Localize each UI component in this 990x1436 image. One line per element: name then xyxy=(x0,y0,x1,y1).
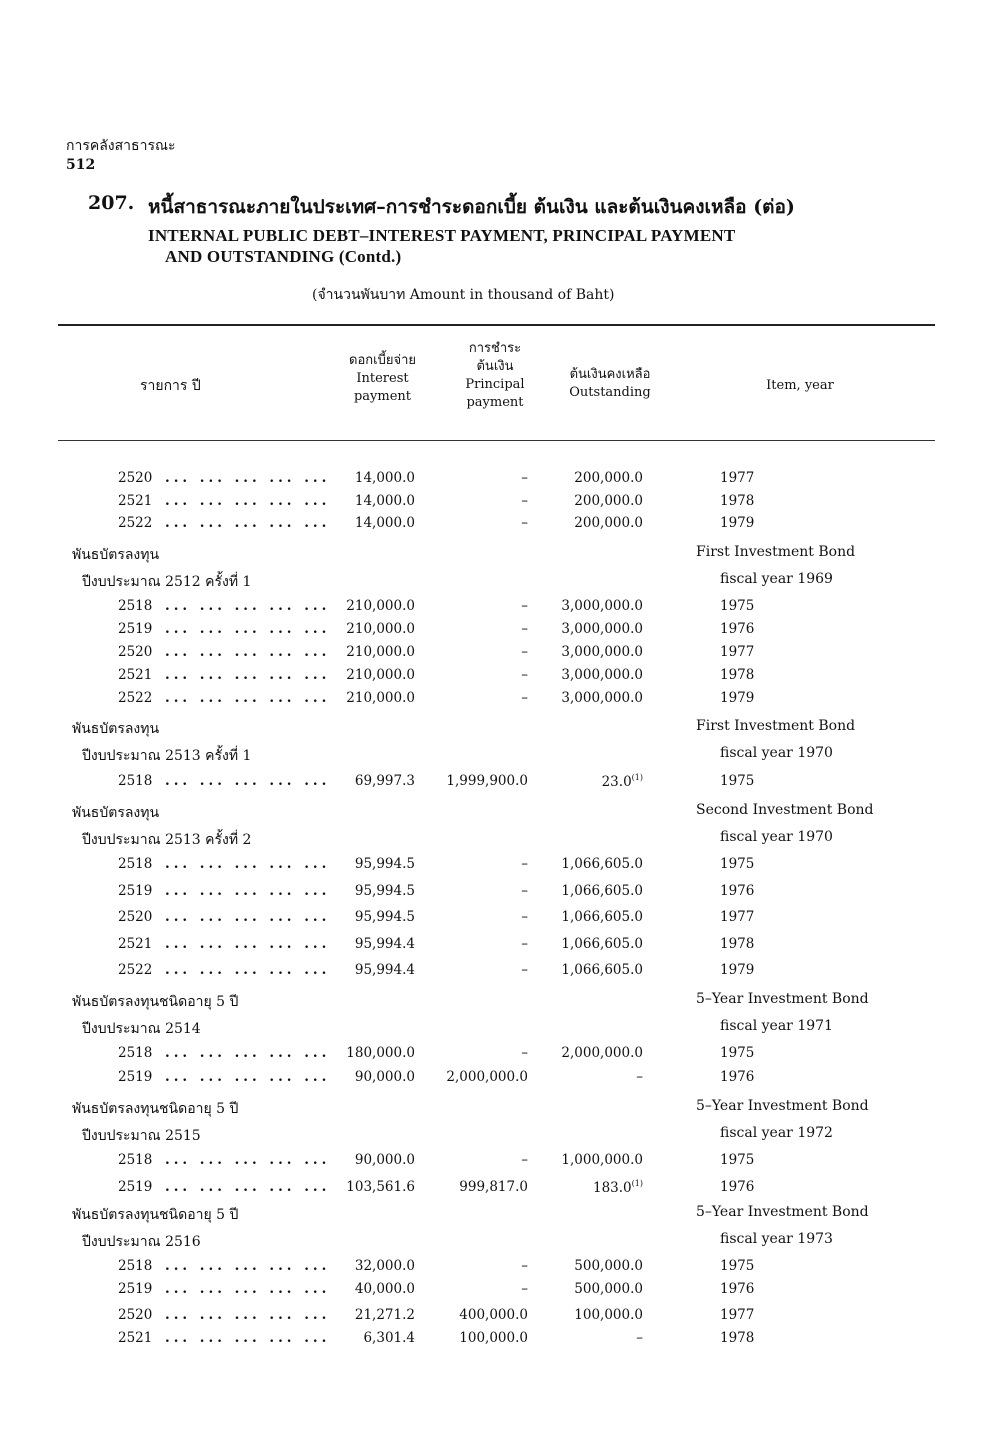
leader-dots: ... ... ... ... ... xyxy=(165,1258,331,1274)
principal-value: – xyxy=(521,493,528,509)
year-english: 1979 xyxy=(720,515,755,531)
section-title-thai: พันธบัตรลงทุนชนิดอายุ 5 ปี xyxy=(72,994,239,1010)
interest-value: 95,994.4 xyxy=(354,962,415,978)
interest-value: 90,000.0 xyxy=(354,1152,415,1168)
outstanding-number: 3,000,000.0 xyxy=(561,598,643,614)
principal-value: – xyxy=(521,1045,528,1061)
section-title-thai: พันธบัตรลงทุน xyxy=(72,547,160,563)
outstanding-number: 200,000.0 xyxy=(574,470,643,486)
year-english: 1976 xyxy=(720,1179,755,1195)
interest-value: 21,271.2 xyxy=(354,1307,415,1323)
outstanding-value xyxy=(574,515,643,531)
principal-value: – xyxy=(521,621,528,637)
year-thai: 2519 xyxy=(118,1179,153,1195)
interest-value: 95,994.4 xyxy=(354,936,415,952)
principal-value: – xyxy=(521,962,528,978)
principal-value: 999,817.0 xyxy=(459,1179,528,1195)
outstanding-number: 1,066,605.0 xyxy=(561,883,643,899)
interest-value: 210,000.0 xyxy=(346,598,415,614)
table-row xyxy=(0,1069,990,1091)
section-subtitle-thai: ปีงบประมาณ 2512 ครั้งที่ 1 xyxy=(82,574,252,590)
leader-dots: ... ... ... ... ... xyxy=(165,909,331,925)
year-english: 1977 xyxy=(720,470,755,486)
table-title-thai: หนี้สาธารณะภายในประเทศ–การชำระดอกเบี้ย ต้นเงิน และต้นเงินคงเหลือ (ต่อ) xyxy=(148,196,795,218)
section-title-english: First Investment Bond xyxy=(696,544,856,560)
interest-en-1: Interest xyxy=(356,371,409,386)
table-title-english-line2: AND OUTSTANDING (Contd.) xyxy=(165,247,402,266)
outstanding-number: 200,000.0 xyxy=(574,493,643,509)
principal-value: – xyxy=(521,470,528,486)
year-english: 1975 xyxy=(720,1045,755,1061)
outstanding-number: 3,000,000.0 xyxy=(561,644,643,660)
table-row xyxy=(0,1330,990,1352)
leader-dots: ... ... ... ... ... xyxy=(165,598,331,614)
section-subtitle-thai: ปีงบประมาณ 2513 ครั้งที่ 2 xyxy=(82,832,252,848)
year-thai: 2521 xyxy=(118,667,153,683)
interest-value: 40,000.0 xyxy=(354,1281,415,1297)
table-top-rule xyxy=(58,324,935,326)
table-row xyxy=(0,962,990,984)
section-subtitle-thai: ปีงบประมาณ 2513 ครั้งที่ 1 xyxy=(82,748,252,764)
interest-value: 95,994.5 xyxy=(354,909,415,925)
unit-note: (จำนวนพันบาท Amount in thousand of Baht) xyxy=(312,287,615,303)
year-thai: 2520 xyxy=(118,644,153,660)
section-title-thai: พันธบัตรลงทุน xyxy=(72,721,160,737)
outstanding-value xyxy=(574,1307,643,1323)
outstanding-value xyxy=(561,667,643,683)
principal-value: – xyxy=(521,883,528,899)
interest-value: 6,301.4 xyxy=(363,1330,415,1346)
principal-value: – xyxy=(521,644,528,660)
table-row xyxy=(0,856,990,878)
year-english: 1975 xyxy=(720,1258,755,1274)
year-thai: 2518 xyxy=(118,773,153,789)
year-thai: 2518 xyxy=(118,1258,153,1274)
year-english: 1977 xyxy=(720,1307,755,1323)
outstanding-en: Outstanding xyxy=(569,385,651,400)
outstanding-value xyxy=(574,1281,643,1297)
column-header-outstanding xyxy=(550,366,670,402)
year-thai: 2518 xyxy=(118,1045,153,1061)
outstanding-number: 1,000,000.0 xyxy=(561,1152,643,1168)
year-english: 1977 xyxy=(720,644,755,660)
outstanding-value xyxy=(602,773,643,790)
section-title-english: First Investment Bond xyxy=(696,718,856,734)
year-thai: 2518 xyxy=(118,1152,153,1168)
section-title-thai: พันธบัตรลงทุน xyxy=(72,805,160,821)
table-row xyxy=(0,1258,990,1280)
outstanding-number: 1,066,605.0 xyxy=(561,962,643,978)
outstanding-value xyxy=(561,856,643,872)
year-thai: 2521 xyxy=(118,1330,153,1346)
year-english: 1979 xyxy=(720,962,755,978)
leader-dots: ... ... ... ... ... xyxy=(165,856,331,872)
leader-dots: ... ... ... ... ... xyxy=(165,883,331,899)
table-header-rule xyxy=(58,440,935,441)
section-subtitle-english: fiscal year 1972 xyxy=(720,1125,833,1141)
outstanding-value xyxy=(561,962,643,978)
outstanding-number: 1,066,605.0 xyxy=(561,856,643,872)
leader-dots: ... ... ... ... ... xyxy=(165,621,331,637)
section-subtitle-english: fiscal year 1970 xyxy=(720,829,833,845)
outstanding-value xyxy=(561,883,643,899)
year-thai: 2519 xyxy=(118,883,153,899)
principal-value: – xyxy=(521,936,528,952)
year-english: 1975 xyxy=(720,598,755,614)
year-english: 1978 xyxy=(720,667,755,683)
year-thai: 2519 xyxy=(118,1069,153,1085)
section-subtitle-english: fiscal year 1969 xyxy=(720,571,833,587)
leader-dots: ... ... ... ... ... xyxy=(165,470,331,486)
interest-value: 69,997.3 xyxy=(354,773,415,789)
leader-dots: ... ... ... ... ... xyxy=(165,1069,331,1085)
interest-value: 32,000.0 xyxy=(354,1258,415,1274)
interest-value: 14,000.0 xyxy=(354,493,415,509)
column-header-interest xyxy=(330,352,435,406)
section-title-english: 5–Year Investment Bond xyxy=(696,1204,869,1220)
leader-dots: ... ... ... ... ... xyxy=(165,690,331,706)
interest-value: 210,000.0 xyxy=(346,690,415,706)
year-english: 1978 xyxy=(720,1330,755,1346)
interest-en-2: payment xyxy=(353,389,412,404)
interest-value: 210,000.0 xyxy=(346,644,415,660)
outstanding-number: 3,000,000.0 xyxy=(561,690,643,706)
section-subtitle-english: fiscal year 1970 xyxy=(720,745,833,761)
year-thai: 2521 xyxy=(118,936,153,952)
principal-value: – xyxy=(521,1152,528,1168)
table-row xyxy=(0,621,990,643)
table-row xyxy=(0,883,990,905)
year-english: 1977 xyxy=(720,909,755,925)
principal-value: – xyxy=(521,856,528,872)
year-english: 1976 xyxy=(720,621,755,637)
outstanding-value xyxy=(561,690,643,706)
year-english: 1978 xyxy=(720,493,755,509)
year-english: 1979 xyxy=(720,690,755,706)
section-subtitle-english: fiscal year 1973 xyxy=(720,1231,833,1247)
principal-value: 1,999,900.0 xyxy=(446,773,528,789)
principal-value: – xyxy=(521,1281,528,1297)
outstanding-number: – xyxy=(636,1069,643,1085)
leader-dots: ... ... ... ... ... xyxy=(165,1307,331,1323)
interest-value: 103,561.6 xyxy=(346,1179,415,1195)
year-english: 1976 xyxy=(720,883,755,899)
principal-value: 100,000.0 xyxy=(459,1330,528,1346)
year-thai: 2520 xyxy=(118,909,153,925)
table-row xyxy=(0,1152,990,1174)
outstanding-value xyxy=(561,621,643,637)
principal-value: – xyxy=(521,690,528,706)
year-english: 1978 xyxy=(720,936,755,952)
interest-value: 210,000.0 xyxy=(346,621,415,637)
principal-en-2: payment xyxy=(466,395,524,410)
table-row xyxy=(0,644,990,666)
principal-value: – xyxy=(521,515,528,531)
leader-dots: ... ... ... ... ... xyxy=(165,493,331,509)
interest-value: 180,000.0 xyxy=(346,1045,415,1061)
outstanding-value xyxy=(636,1330,643,1346)
year-thai: 2520 xyxy=(118,470,153,486)
leader-dots: ... ... ... ... ... xyxy=(165,773,331,789)
leader-dots: ... ... ... ... ... xyxy=(165,1179,331,1195)
leader-dots: ... ... ... ... ... xyxy=(165,1152,331,1168)
outstanding-value xyxy=(574,1258,643,1274)
interest-value: 90,000.0 xyxy=(354,1069,415,1085)
year-english: 1976 xyxy=(720,1069,755,1085)
interest-thai: ดอกเบี้ยจ่าย xyxy=(349,353,416,368)
outstanding-number: 2,000,000.0 xyxy=(561,1045,643,1061)
year-thai: 2522 xyxy=(118,515,153,531)
table-row xyxy=(0,515,990,537)
section-subtitle-thai: ปีงบประมาณ 2514 xyxy=(82,1021,201,1037)
table-row xyxy=(0,690,990,712)
outstanding-value xyxy=(574,470,643,486)
footnote-marker: (1) xyxy=(631,773,643,782)
outstanding-number: 200,000.0 xyxy=(574,515,643,531)
section-title-english: 5–Year Investment Bond xyxy=(696,991,869,1007)
year-thai: 2522 xyxy=(118,690,153,706)
outstanding-value xyxy=(561,1045,643,1061)
year-thai: 2518 xyxy=(118,598,153,614)
outstanding-value xyxy=(574,493,643,509)
principal-value: 2,000,000.0 xyxy=(446,1069,528,1085)
leader-dots: ... ... ... ... ... xyxy=(165,644,331,660)
outstanding-number: – xyxy=(636,1330,643,1346)
section-title-english: Second Investment Bond xyxy=(696,802,874,818)
table-row xyxy=(0,1179,990,1201)
table-row xyxy=(0,773,990,795)
table-number: 207. xyxy=(88,192,135,214)
principal-value: – xyxy=(521,909,528,925)
outstanding-number: 3,000,000.0 xyxy=(561,621,643,637)
footnote-marker: (1) xyxy=(631,1179,643,1188)
principal-value: – xyxy=(521,667,528,683)
interest-value: 210,000.0 xyxy=(346,667,415,683)
outstanding-number: 3,000,000.0 xyxy=(561,667,643,683)
leader-dots: ... ... ... ... ... xyxy=(165,1281,331,1297)
principal-thai-2: ต้นเงิน xyxy=(476,359,514,374)
leader-dots: ... ... ... ... ... xyxy=(165,936,331,952)
year-thai: 2520 xyxy=(118,1307,153,1323)
section-subtitle-thai: ปีงบประมาณ 2515 xyxy=(82,1128,201,1144)
table-row xyxy=(0,493,990,515)
table-row xyxy=(0,1307,990,1329)
section-title-thai: พันธบัตรลงทุนชนิดอายุ 5 ปี xyxy=(72,1101,239,1117)
outstanding-number: 23.0 xyxy=(601,774,632,790)
column-header-item-thai: รายการ ปี xyxy=(140,378,201,394)
year-thai: 2522 xyxy=(118,962,153,978)
leader-dots: ... ... ... ... ... xyxy=(165,1045,331,1061)
year-english: 1975 xyxy=(720,773,755,789)
outstanding-thai: ต้นเงินคงเหลือ xyxy=(569,367,651,382)
outstanding-value xyxy=(561,598,643,614)
outstanding-number: 1,066,605.0 xyxy=(561,936,643,952)
principal-thai-1: การชำระ xyxy=(468,341,522,356)
outstanding-value xyxy=(636,1069,643,1085)
outstanding-value xyxy=(561,1152,643,1168)
outstanding-number: 500,000.0 xyxy=(574,1258,643,1274)
interest-value: 14,000.0 xyxy=(354,515,415,531)
year-thai: 2519 xyxy=(118,621,153,637)
outstanding-number: 183.0 xyxy=(593,1180,632,1196)
leader-dots: ... ... ... ... ... xyxy=(165,515,331,531)
leader-dots: ... ... ... ... ... xyxy=(165,962,331,978)
outstanding-value xyxy=(561,936,643,952)
principal-en-1: Principal xyxy=(465,377,525,392)
interest-value: 14,000.0 xyxy=(354,470,415,486)
column-header-item-english: Item, year xyxy=(766,378,834,393)
table-row xyxy=(0,1281,990,1303)
outstanding-value xyxy=(561,909,643,925)
year-thai: 2519 xyxy=(118,1281,153,1297)
table-row xyxy=(0,1045,990,1067)
table-title-english-line1: INTERNAL PUBLIC DEBT–INTEREST PAYMENT, PRINCIPAL PAYMENT xyxy=(148,226,736,245)
outstanding-number: 500,000.0 xyxy=(574,1281,643,1297)
column-header-principal xyxy=(445,340,545,412)
section-title-thai: พันธบัตรลงทุนชนิดอายุ 5 ปี xyxy=(72,1207,239,1223)
table-row xyxy=(0,598,990,620)
principal-value: – xyxy=(521,1258,528,1274)
page-number: 512 xyxy=(66,157,96,173)
table-row xyxy=(0,909,990,931)
year-english: 1975 xyxy=(720,1152,755,1168)
leader-dots: ... ... ... ... ... xyxy=(165,667,331,683)
outstanding-number: 1,066,605.0 xyxy=(561,909,643,925)
table-row xyxy=(0,936,990,958)
outstanding-value xyxy=(561,644,643,660)
interest-value: 95,994.5 xyxy=(354,856,415,872)
section-header-thai: การคลังสาธารณะ xyxy=(66,138,176,154)
outstanding-value xyxy=(593,1179,643,1196)
year-english: 1976 xyxy=(720,1281,755,1297)
year-english: 1975 xyxy=(720,856,755,872)
year-thai: 2521 xyxy=(118,493,153,509)
principal-value: 400,000.0 xyxy=(459,1307,528,1323)
table-row xyxy=(0,667,990,689)
outstanding-number: 100,000.0 xyxy=(574,1307,643,1323)
leader-dots: ... ... ... ... ... xyxy=(165,1330,331,1346)
section-title-english: 5–Year Investment Bond xyxy=(696,1098,869,1114)
section-subtitle-english: fiscal year 1971 xyxy=(720,1018,833,1034)
principal-value: – xyxy=(521,598,528,614)
section-subtitle-thai: ปีงบประมาณ 2516 xyxy=(82,1234,201,1250)
year-thai: 2518 xyxy=(118,856,153,872)
table-row xyxy=(0,470,990,492)
interest-value: 95,994.5 xyxy=(354,883,415,899)
